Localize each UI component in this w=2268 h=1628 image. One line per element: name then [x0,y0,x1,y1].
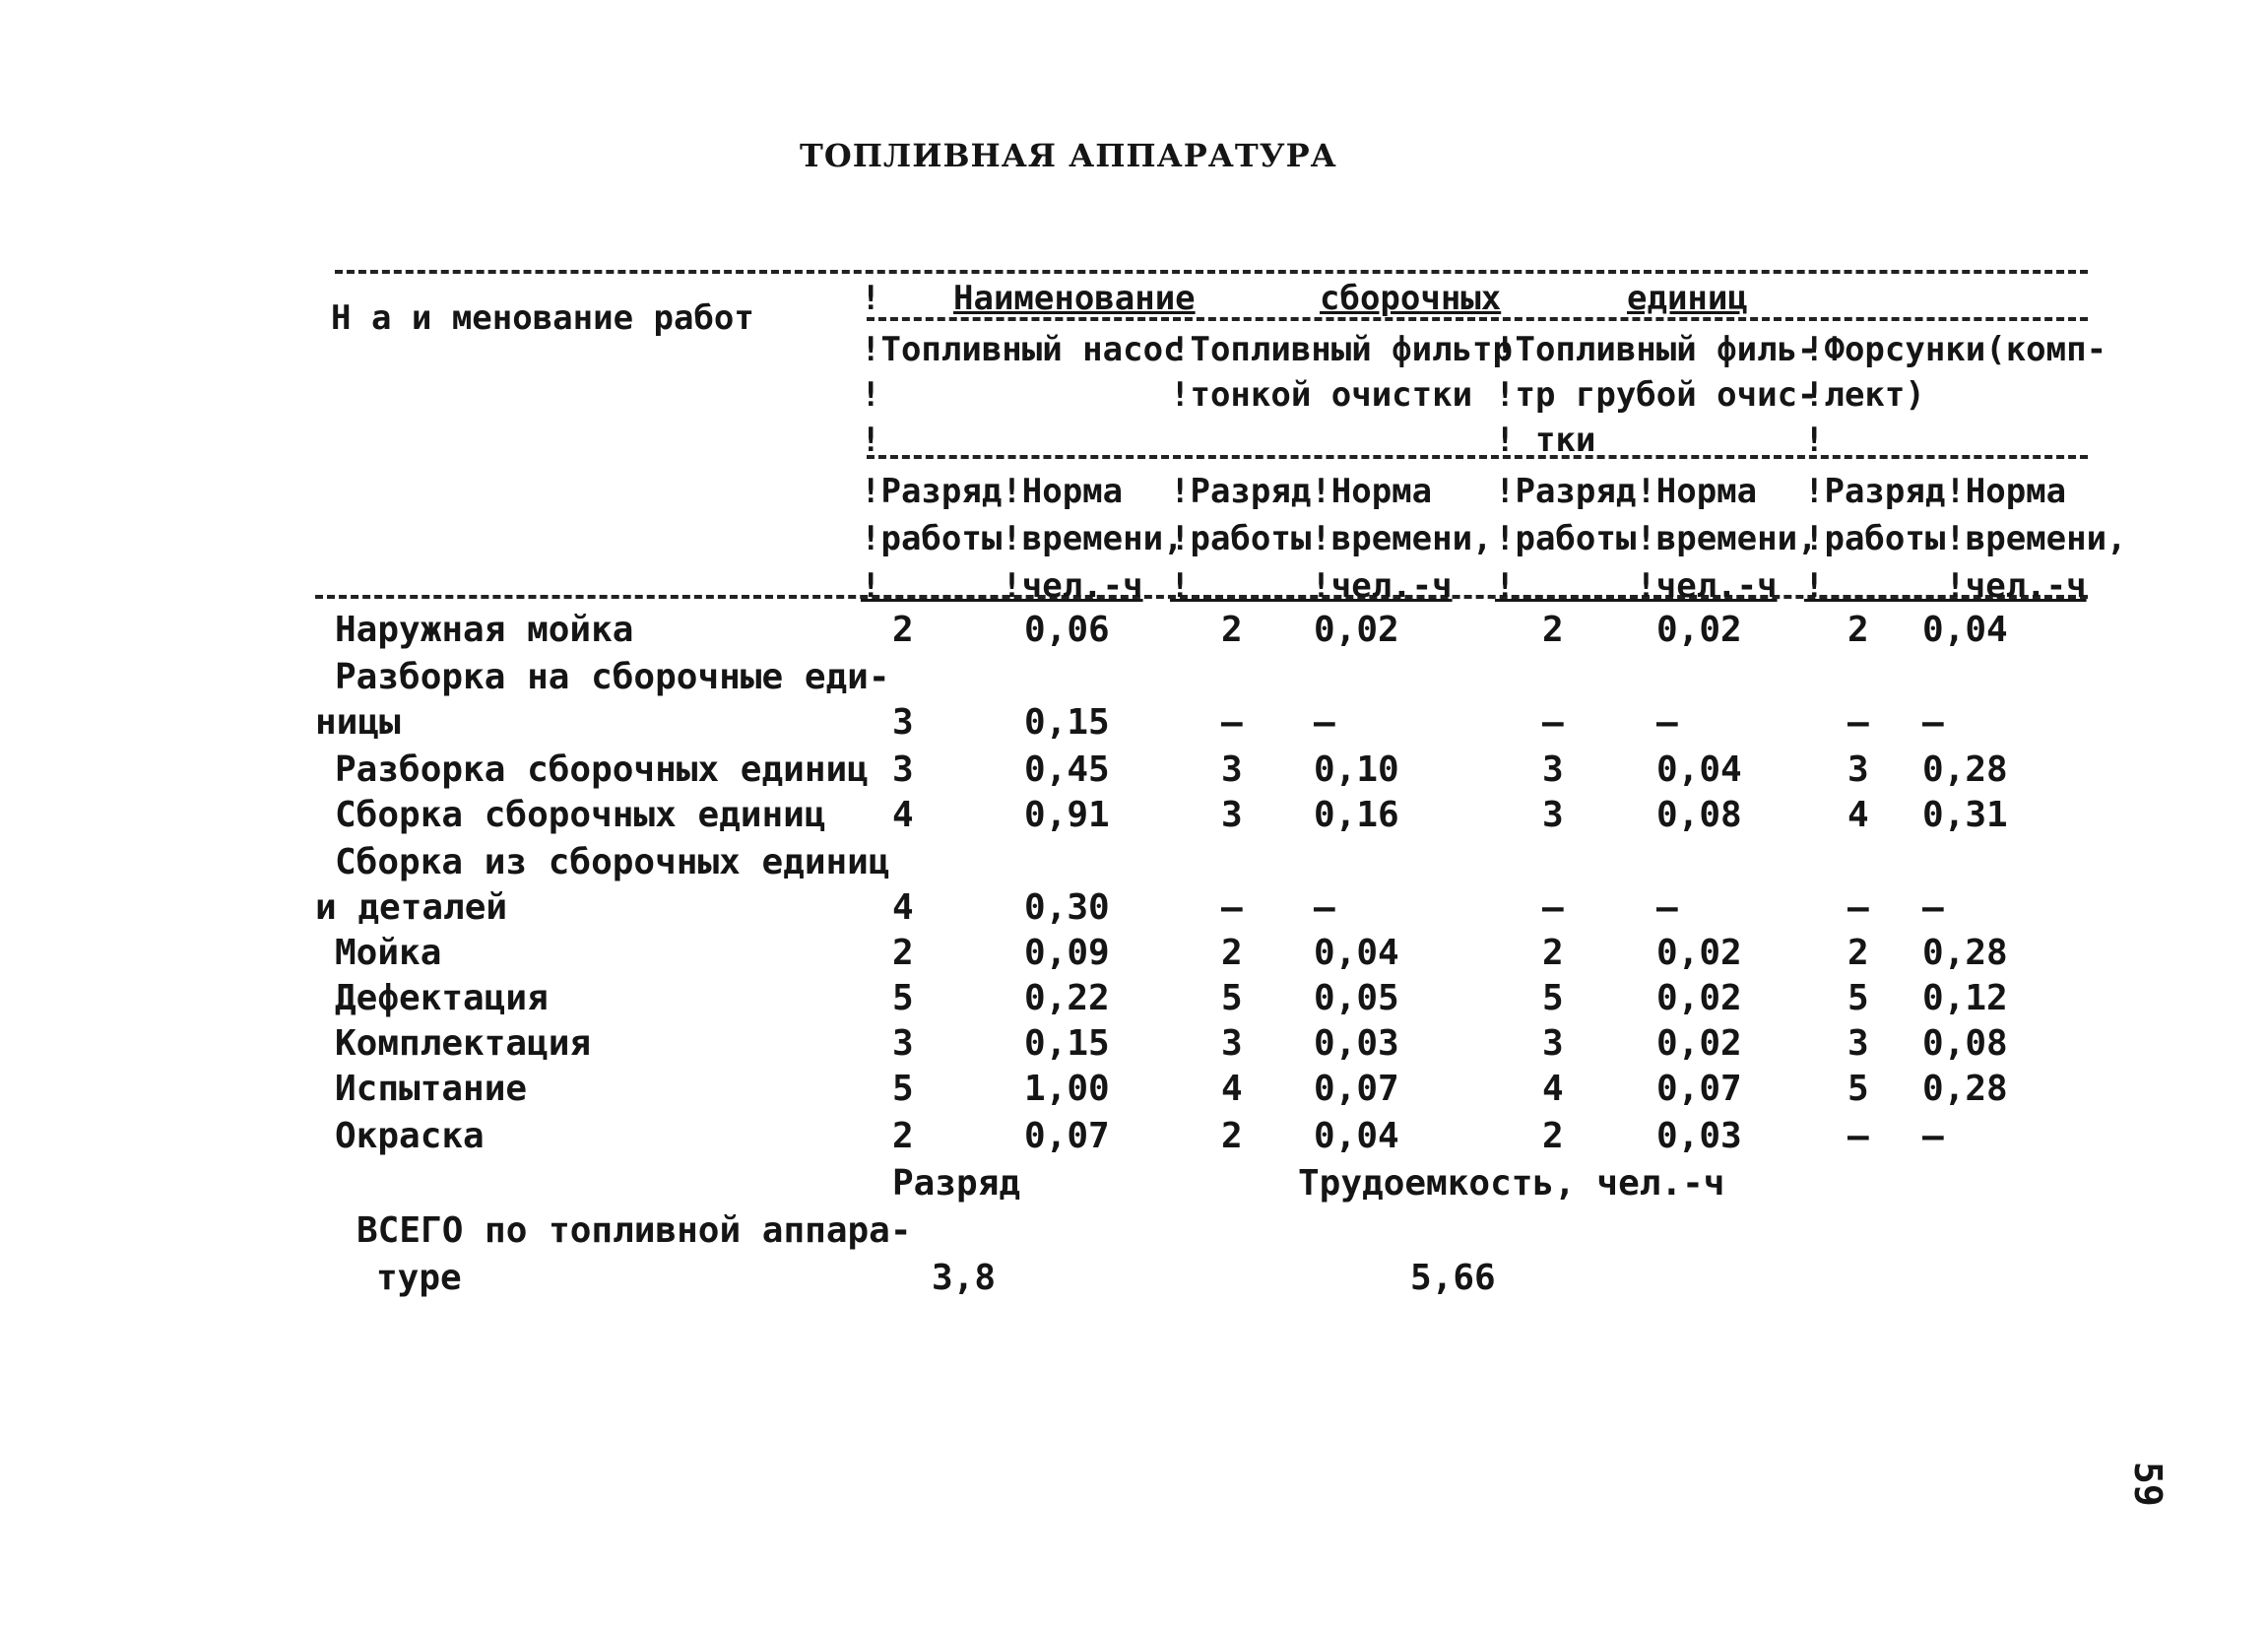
row-name: Сборка сборочных единиц [335,795,826,835]
summary-total-label: ВСЕГО по топливной аппара- [356,1210,912,1251]
row-name: ницы [315,702,401,743]
rule-top [335,270,2088,274]
value-cell: – [1314,702,1335,743]
value-cell: – [1922,887,1944,928]
value-cell: 5 [892,1069,914,1109]
value-cell: 3 [1221,749,1243,790]
value-cell: 0,28 [1922,933,2008,973]
row-name: Окраска [335,1116,485,1156]
row-name: Наружная мойка [335,610,634,650]
value-cell: 0,12 [1922,978,2008,1018]
value-cell: 0,02 [1314,610,1399,650]
value-cell: 1,00 [1024,1069,1110,1109]
value-cell: 0,10 [1314,749,1399,790]
value-cell: 3 [892,1023,914,1064]
value-cell: 4 [892,887,914,928]
value-cell: 0,04 [1314,933,1399,973]
value-cell: – [1656,887,1678,928]
value-cell: – [1314,887,1335,928]
value-cell: 5 [1542,978,1564,1018]
row-name: Разборка на сборочные еди- [335,657,890,697]
summary-rank-value: 3,8 [932,1258,997,1298]
value-cell: 0,28 [1922,1069,2008,1109]
value-cell: 0,08 [1922,1023,2008,1064]
value-cell: 0,28 [1922,749,2008,790]
value-cell: 3 [892,749,914,790]
value-cell: 0,22 [1024,978,1110,1018]
value-cell: 0,04 [1656,749,1742,790]
summary-labor-label: Трудоемкость, чел.-ч [1298,1163,1725,1204]
value-cell: – [1221,887,1243,928]
value-cell: 2 [1221,933,1243,973]
value-cell: – [1542,887,1564,928]
group-label-2: сборочных [1320,279,1502,318]
value-cell: 2 [1542,933,1564,973]
summary-labor-value: 5,66 [1410,1258,1496,1298]
value-cell: – [1542,702,1564,743]
row-name: Дефектация [335,978,549,1018]
value-cell: 0,02 [1656,1023,1742,1064]
rule-units [867,455,2088,459]
value-cell: 2 [1221,610,1243,650]
value-cell: 2 [1542,1116,1564,1156]
value-cell: 4 [1847,795,1869,835]
value-cell: 0,07 [1656,1069,1742,1109]
value-cell: 3 [1221,795,1243,835]
row-name: Разборка сборочных единиц [335,749,869,790]
value-cell: 0,45 [1024,749,1110,790]
value-cell: 4 [1221,1069,1243,1109]
value-cell: 0,03 [1656,1116,1742,1156]
group-label-3: единиц [1627,279,1748,318]
value-cell: 0,07 [1024,1116,1110,1156]
value-cell: 2 [1847,933,1869,973]
value-cell: 0,30 [1024,887,1110,928]
value-cell: 0,31 [1922,795,2008,835]
value-cell: 0,91 [1024,795,1110,835]
value-cell: 5 [892,978,914,1018]
row-name: Комплектация [335,1023,592,1064]
value-cell: – [1847,1116,1869,1156]
value-cell: 3 [1847,1023,1869,1064]
value-cell: 2 [1221,1116,1243,1156]
value-cell: – [1221,702,1243,743]
row-name: Испытание [335,1069,528,1109]
value-cell: 0,06 [1024,610,1110,650]
value-cell: 0,04 [1922,610,2008,650]
value-cell: 4 [892,795,914,835]
value-cell: 0,08 [1656,795,1742,835]
value-cell: 3 [1542,749,1564,790]
summary-total-label: туре [376,1258,462,1298]
value-cell: 0,16 [1314,795,1399,835]
summary-rank-label: Разряд [892,1163,1021,1204]
value-cell: – [1656,702,1678,743]
value-cell: 0,05 [1314,978,1399,1018]
value-cell: 5 [1847,1069,1869,1109]
value-cell: 5 [1847,978,1869,1018]
row-name: Сборка из сборочных единиц [335,842,890,882]
value-cell: 4 [1542,1069,1564,1109]
group-mark: ! [861,279,881,318]
value-cell: 3 [1847,749,1869,790]
work-name-header: Н а и менование работ [331,298,754,338]
value-cell: – [1922,1116,1944,1156]
value-cell: 0,02 [1656,933,1742,973]
value-cell: 3 [1221,1023,1243,1064]
value-cell: 0,07 [1314,1069,1399,1109]
row-name: Мойка [335,933,442,973]
group-label-1: Наименование [953,279,1196,318]
value-cell: 2 [1847,610,1869,650]
value-cell: 0,02 [1656,978,1742,1018]
value-cell: 3 [1542,1023,1564,1064]
value-cell: – [1847,702,1869,743]
value-cell: – [1922,702,1944,743]
value-cell: – [1847,887,1869,928]
value-cell: 2 [1542,610,1564,650]
page-number: 59 [2126,1462,2170,1507]
value-cell: 0,15 [1024,702,1110,743]
value-cell: 3 [892,702,914,743]
value-cell: 5 [1221,978,1243,1018]
value-cell: 3 [1542,795,1564,835]
value-cell: 0,09 [1024,933,1110,973]
page-title: ТОПЛИВНАЯ АППАРАТУРА [800,137,1337,174]
value-cell: 0,02 [1656,610,1742,650]
value-cell: 2 [892,610,914,650]
row-name: и деталей [315,887,508,928]
value-cell: 2 [892,1116,914,1156]
value-cell: 0,03 [1314,1023,1399,1064]
value-cell: 2 [892,933,914,973]
value-cell: 0,04 [1314,1116,1399,1156]
value-cell: 0,15 [1024,1023,1110,1064]
